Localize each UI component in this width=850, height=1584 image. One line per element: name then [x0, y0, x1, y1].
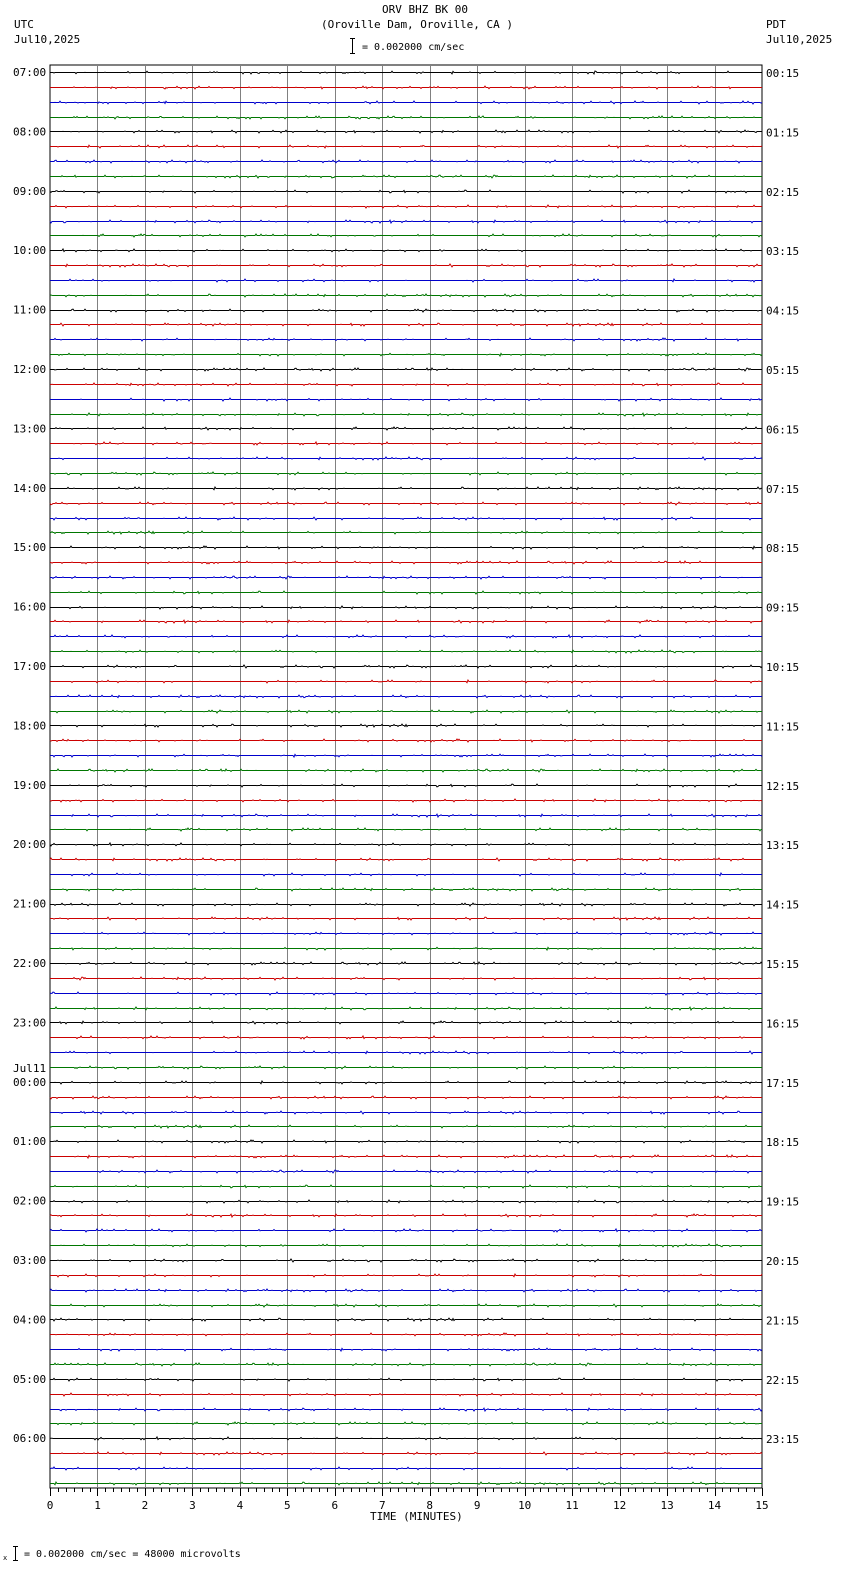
trace-row: [50, 487, 762, 490]
trace-row: [50, 294, 762, 297]
pdt-hour-label: 10:15: [766, 661, 800, 674]
pdt-zone-label: PDT: [766, 18, 786, 31]
trace-row: [50, 576, 762, 579]
utc-hour-label: 06:00: [13, 1432, 47, 1446]
trace-row: [50, 234, 762, 237]
trace-row: [50, 1318, 762, 1321]
trace-row: [50, 383, 762, 386]
trace-row: [50, 1363, 762, 1366]
pdt-hour-label: 22:15: [766, 1373, 800, 1387]
trace-row: [50, 101, 762, 104]
utc-hour-label: 21:00: [13, 897, 47, 911]
trace-row: [50, 606, 762, 609]
pdt-hour-label: 03:15: [766, 245, 800, 259]
trace-row: [50, 531, 762, 534]
trace-row: [50, 828, 762, 831]
trace-row: [50, 1274, 762, 1277]
pdt-hour-label: 11:15: [766, 720, 800, 734]
x-axis-title: TIME (MINUTES): [370, 1510, 463, 1523]
utc-hour-label: 15:00: [13, 541, 47, 555]
trace-row: [50, 442, 762, 445]
trace-row: [50, 1244, 762, 1247]
utc-hour-label: 19:00: [13, 778, 47, 792]
x-tick-label: 10: [518, 1499, 532, 1512]
pdt-hour-label: 08:15: [766, 542, 800, 556]
trace-row: [50, 1259, 762, 1262]
trace-row: [50, 502, 762, 505]
pdt-hour-label: 17:15: [766, 1076, 800, 1090]
trace-row: [50, 962, 762, 965]
pdt-hour-label: 21:15: [766, 1314, 800, 1328]
pdt-hour-label: 14:15: [766, 898, 800, 912]
trace-row: [50, 353, 762, 356]
day-change-label: Jul11: [13, 1061, 47, 1075]
trace-row: [50, 517, 762, 520]
x-tick-label: 7: [378, 1499, 386, 1512]
trace-row: [50, 1036, 762, 1039]
trace-row: [50, 279, 762, 282]
trace-row: [50, 457, 762, 460]
utc-hour-label: 17:00: [13, 660, 47, 673]
trace-row: [50, 1437, 762, 1440]
x-tick-label: 1: [94, 1499, 101, 1512]
pdt-hour-label: 19:15: [766, 1195, 800, 1209]
trace-row: [50, 86, 762, 89]
x-tick-label: 13: [660, 1499, 674, 1512]
trace-row: [50, 620, 762, 623]
pdt-date-label: Jul10,2025: [766, 33, 833, 46]
utc-hour-label: 12:00: [13, 363, 47, 376]
trace-row: [50, 917, 762, 920]
trace-row: [50, 264, 762, 267]
trace-row: [50, 903, 762, 906]
trace-row: [50, 472, 762, 475]
trace-row: [50, 784, 762, 787]
pdt-hour-label: 06:15: [766, 423, 800, 437]
trace-row: [50, 130, 762, 133]
trace-row: [50, 190, 762, 193]
trace-row: [50, 635, 762, 638]
pdt-hour-label: 01:15: [766, 126, 800, 140]
trace-row: [50, 205, 762, 208]
x-tick-label: 3: [189, 1499, 196, 1512]
x-tick-label: 2: [141, 1499, 149, 1512]
utc-hour-label: 23:00: [13, 1016, 47, 1030]
trace-row: [50, 546, 762, 549]
utc-hour-label: 22:00: [13, 957, 47, 970]
x-tick-label: 6: [331, 1499, 339, 1512]
trace-row: [50, 1111, 762, 1114]
trace-row: [50, 1096, 762, 1099]
trace-row: [50, 220, 762, 223]
trace-row: [50, 858, 762, 861]
trace-row: [50, 1066, 762, 1069]
trace-row: [50, 427, 762, 430]
x-tick-label: 12: [612, 1499, 627, 1512]
utc-hour-label: 04:00: [13, 1313, 47, 1327]
footer-scale-note: = 0.002000 cm/sec = 48000 microvolts: [24, 1549, 241, 1560]
trace-row: [50, 710, 762, 713]
pdt-hour-label: 20:15: [766, 1255, 800, 1268]
trace-row: [50, 1408, 762, 1411]
utc-hour-label: 08:00: [13, 125, 47, 139]
trace-row: [50, 888, 762, 891]
trace-row: [50, 1393, 762, 1396]
trace-row: [50, 323, 762, 326]
trace-row: [50, 338, 762, 341]
utc-date-label: Jul10,2025: [14, 33, 81, 46]
trace-row: [50, 1185, 762, 1188]
trace-row: [50, 1081, 762, 1084]
trace-row: [50, 1229, 762, 1232]
pdt-hour-label: 02:15: [766, 185, 800, 199]
trace-row: [50, 1289, 762, 1292]
station-location: (Oroville Dam, Oroville, CA ): [320, 18, 514, 31]
trace-row: [50, 947, 762, 950]
trace-row: [50, 739, 762, 742]
trace-row: [50, 873, 762, 876]
trace-row: [50, 561, 762, 564]
pdt-hour-label: 15:15: [766, 958, 800, 971]
trace-row: [50, 1348, 762, 1351]
trace-row: [50, 814, 762, 817]
trace-row: [50, 1333, 762, 1336]
trace-row: [50, 1304, 762, 1307]
trace-row: [50, 799, 762, 802]
trace-row: [50, 368, 762, 371]
pdt-hour-label: 00:15: [766, 67, 800, 80]
utc-hour-label: 18:00: [13, 719, 47, 733]
trace-row: [50, 1170, 762, 1173]
trace-row: [50, 145, 762, 148]
utc-hour-label: 10:00: [13, 244, 47, 258]
trace-row: [50, 413, 762, 416]
trace-row: [50, 1021, 762, 1024]
trace-row: [50, 665, 762, 668]
pdt-hour-label: 18:15: [766, 1136, 800, 1150]
utc-hour-label: 13:00: [13, 422, 47, 436]
trace-row: [50, 1125, 762, 1128]
trace-row: [50, 1155, 762, 1158]
trace-row: [50, 1051, 762, 1054]
scale-label: = 0.002000 cm/sec: [362, 42, 465, 53]
x-tick-label: 8: [426, 1499, 434, 1512]
pdt-hour-label: 04:15: [766, 304, 800, 318]
x-tick-label: 9: [473, 1499, 481, 1512]
trace-row: [50, 398, 762, 401]
pdt-hour-label: 13:15: [766, 839, 800, 853]
trace-row: [50, 1200, 762, 1203]
utc-zone-label: UTC: [14, 18, 34, 31]
trace-row: [50, 591, 762, 594]
trace-row: [50, 1422, 762, 1425]
footer-scale-icon: [3, 1546, 19, 1562]
utc-hour-label: 20:00: [13, 838, 47, 852]
trace-row: [50, 116, 762, 119]
x-tick-label: 11: [565, 1499, 579, 1512]
utc-hour-label: 16:00: [13, 600, 47, 614]
trace-row: [50, 1482, 762, 1485]
trace-row: [50, 1378, 762, 1381]
trace-row: [50, 175, 762, 178]
trace-row: [50, 843, 762, 846]
trace-row: [50, 724, 762, 727]
pdt-hour-label: 05:15: [766, 364, 800, 377]
utc-hour-label: 09:00: [13, 184, 47, 198]
pdt-hour-label: 23:15: [766, 1433, 800, 1447]
utc-hour-label: 00:00: [13, 1075, 47, 1089]
utc-hour-label: 02:00: [13, 1194, 47, 1208]
trace-row: [50, 1140, 762, 1143]
pdt-hour-label: 07:15: [766, 482, 800, 496]
svg-text:x: x: [3, 1554, 8, 1562]
trace-row: [50, 977, 762, 980]
pdt-hour-label: 12:15: [766, 779, 800, 793]
trace-row: [50, 1214, 762, 1217]
trace-row: [50, 992, 762, 995]
trace-row: [50, 1007, 762, 1010]
trace-row: [50, 1467, 762, 1470]
utc-hour-label: 14:00: [13, 481, 47, 495]
trace-row: [50, 71, 762, 74]
pdt-hour-label: 16:15: [766, 1017, 800, 1031]
trace-row: [50, 1452, 762, 1455]
utc-hour-label: 05:00: [13, 1372, 47, 1386]
trace-row: [50, 754, 762, 757]
trace-row: [50, 650, 762, 653]
x-tick-label: 15: [755, 1499, 769, 1512]
x-tick-label: 0: [46, 1499, 54, 1512]
trace-row: [50, 769, 762, 772]
trace-row: [50, 680, 762, 683]
plot-title: ORV BHZ BK 00: [381, 3, 469, 16]
x-tick-label: 5: [283, 1499, 291, 1512]
utc-hour-label: 03:00: [13, 1254, 47, 1267]
trace-row: [50, 160, 762, 163]
trace-row: [50, 309, 762, 312]
utc-hour-label: 01:00: [13, 1135, 47, 1149]
x-tick-label: 4: [236, 1499, 244, 1512]
trace-row: [50, 695, 762, 698]
x-tick-label: 14: [707, 1499, 722, 1512]
plot-frame: [50, 65, 762, 1488]
trace-row: [50, 249, 762, 252]
trace-row: [50, 932, 762, 935]
pdt-hour-label: 09:15: [766, 601, 800, 615]
utc-hour-label: 07:00: [13, 66, 47, 79]
utc-hour-label: 11:00: [13, 303, 47, 317]
